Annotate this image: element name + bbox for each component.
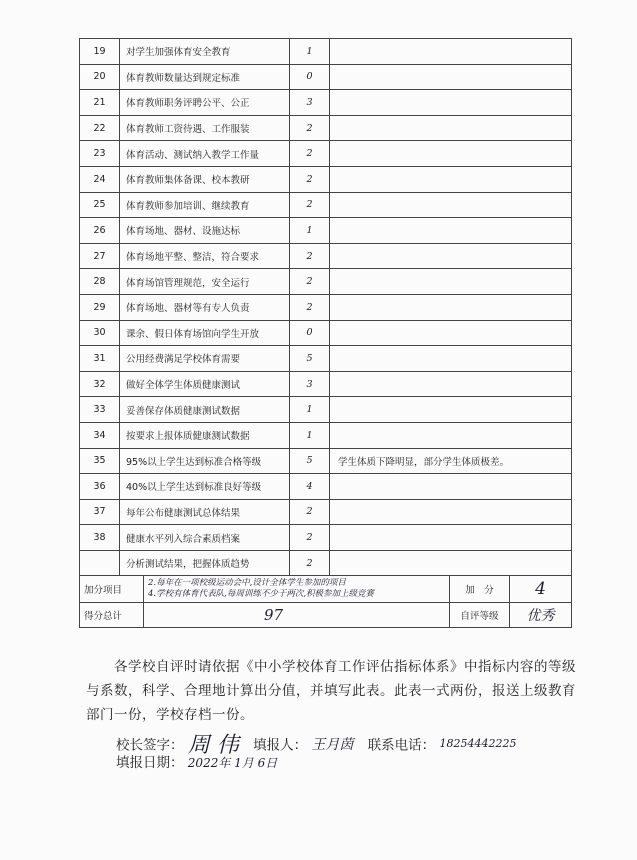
row-score: 1 xyxy=(290,397,330,423)
row-note xyxy=(330,192,572,218)
row-score: 2 xyxy=(290,294,330,320)
row-item: 体育教师数量达到规定标准 xyxy=(120,64,290,90)
phone-label: 联系电话： xyxy=(367,737,436,754)
row-note xyxy=(330,269,572,295)
row-item: 对学生加强体育安全教育 xyxy=(120,39,290,65)
row-item: 公用经费满足学校体育需要 xyxy=(120,346,290,372)
row-item: 体育场地、器材等有专人负责 xyxy=(120,294,290,320)
grade-label: 自评等级 xyxy=(450,603,510,628)
row-item: 体育场地、器材、设施达标 xyxy=(120,218,290,244)
row-item: 体育场地平整、整洁，符合要求 xyxy=(120,243,290,269)
filler-name: 王月茵 xyxy=(311,736,354,753)
row-note xyxy=(330,422,572,448)
row-number: 27 xyxy=(80,243,120,269)
row-score: 2 xyxy=(290,141,330,167)
table-row xyxy=(80,346,572,372)
instructions-text: 各学校自评时请依据《中小学校体育工作评估指标体系》中指标内容的等级与系数，科学、合理地计算出分值，并填写此表。此表一式两份，报送上级教育部门一份，学校存档一份。 xyxy=(86,659,576,723)
table-row xyxy=(80,115,572,141)
row-score: 2 xyxy=(290,115,330,141)
row-score: 2 xyxy=(290,550,330,576)
row-item: 体育教师参加培训、继续教育 xyxy=(120,192,290,218)
row-number: 34 xyxy=(80,422,120,448)
row-note xyxy=(330,39,572,65)
row-score: 2 xyxy=(290,525,330,551)
table-row xyxy=(80,448,572,474)
row-number: 36 xyxy=(80,474,120,500)
row-item: 课余、假日体育场馆向学生开放 xyxy=(120,320,290,346)
row-score: 2 xyxy=(290,499,330,525)
table-row xyxy=(80,192,572,218)
bonus-column-label: 加 分 xyxy=(450,576,510,603)
row-number: 19 xyxy=(80,39,120,65)
principal-label: 校长签字： xyxy=(116,737,184,754)
row-number: 33 xyxy=(80,397,120,423)
summary-table xyxy=(79,575,572,628)
bonus-value: 4 xyxy=(510,576,572,603)
row-number: 31 xyxy=(80,346,120,372)
row-number: 37 xyxy=(80,499,120,525)
row-score: 1 xyxy=(290,218,330,244)
evaluation-rows xyxy=(80,39,572,576)
table-row xyxy=(80,218,572,244)
row-item: 体育场馆管理规范，安全运行 xyxy=(120,269,290,295)
row-note xyxy=(330,550,572,576)
row-number: 28 xyxy=(80,269,120,295)
evaluation-table xyxy=(79,38,572,576)
row-score: 2 xyxy=(290,269,330,295)
row-item: 体育教师职务评聘公平、公正 xyxy=(120,90,290,116)
row-score: 0 xyxy=(290,64,330,90)
table-row xyxy=(80,422,572,448)
table-row xyxy=(80,550,572,576)
row-note xyxy=(330,371,572,397)
row-item: 按要求上报体质健康测试数据 xyxy=(120,422,290,448)
row-number: 24 xyxy=(80,166,120,192)
row-number: 35 xyxy=(80,448,120,474)
row-score: 0 xyxy=(290,320,330,346)
row-number: 20 xyxy=(80,64,120,90)
instructions-paragraph xyxy=(86,655,586,727)
table-row xyxy=(80,64,572,90)
table-row xyxy=(80,90,572,116)
table-row xyxy=(80,294,572,320)
row-score: 2 xyxy=(290,192,330,218)
row-note xyxy=(330,397,572,423)
row-number: 23 xyxy=(80,141,120,167)
row-item: 95%以上学生达到标准合格等级 xyxy=(120,448,290,474)
date-value: 2022年 1月 6日 xyxy=(187,756,278,770)
row-note xyxy=(330,166,572,192)
row-note xyxy=(330,346,572,372)
grade-value: 优秀 xyxy=(510,603,572,628)
phone-value: 18254442225 xyxy=(439,737,517,750)
row-item: 体育教师工资待遇、工作服装 xyxy=(120,115,290,141)
row-score: 3 xyxy=(290,90,330,116)
bonus-item-1: 2.每年在一项校级运动会中,设计全体学生参加的项目 xyxy=(148,578,346,589)
bonus-items xyxy=(144,576,450,603)
total-value: 97 xyxy=(144,603,450,628)
row-number: 38 xyxy=(80,525,120,551)
row-item: 健康水平列入综合素质档案 xyxy=(120,525,290,551)
bonus-row xyxy=(80,576,572,603)
principal-signature: 周 伟 xyxy=(187,733,239,758)
row-number: 21 xyxy=(80,90,120,116)
row-item: 每年公布健康测试总体结果 xyxy=(120,499,290,525)
row-note xyxy=(330,525,572,551)
row-note xyxy=(330,115,572,141)
row-item: 做好全体学生体质健康测试 xyxy=(120,371,290,397)
row-item: 体育教师集体备课、校本教研 xyxy=(120,166,290,192)
table-row xyxy=(80,166,572,192)
total-row xyxy=(80,603,572,628)
row-note xyxy=(330,320,572,346)
table-row xyxy=(80,243,572,269)
row-number: 25 xyxy=(80,192,120,218)
row-score: 5 xyxy=(290,346,330,372)
row-score: 2 xyxy=(290,166,330,192)
row-item: 分析测试结果，把握体质趋势 xyxy=(120,550,290,576)
table-row xyxy=(80,371,572,397)
row-number: 22 xyxy=(80,115,120,141)
row-note: 学生体质下降明显，部分学生体质极差。 xyxy=(330,448,572,474)
row-note xyxy=(330,474,572,500)
filler-label: 填报人： xyxy=(253,737,308,754)
row-score: 3 xyxy=(290,371,330,397)
date-line xyxy=(116,751,277,771)
row-note xyxy=(330,90,572,116)
table-row xyxy=(80,525,572,551)
row-item: 妥善保存体质健康测试数据 xyxy=(120,397,290,423)
row-item: 体育活动、测试纳入教学工作量 xyxy=(120,141,290,167)
row-note xyxy=(330,499,572,525)
table-row xyxy=(80,39,572,65)
table-row xyxy=(80,320,572,346)
row-number: 26 xyxy=(80,218,120,244)
bonus-label: 加分项目 xyxy=(80,576,144,603)
row-note xyxy=(330,141,572,167)
evaluation-sheet xyxy=(79,38,572,628)
row-number: 29 xyxy=(80,294,120,320)
table-row xyxy=(80,141,572,167)
date-label: 填报日期： xyxy=(116,755,184,771)
table-row xyxy=(80,499,572,525)
row-number xyxy=(80,550,120,576)
row-item: 40%以上学生达到标准良好等级 xyxy=(120,474,290,500)
row-note xyxy=(330,64,572,90)
row-number: 32 xyxy=(80,371,120,397)
row-note xyxy=(330,294,572,320)
row-score: 5 xyxy=(290,448,330,474)
row-score: 2 xyxy=(290,243,330,269)
table-row xyxy=(80,397,572,423)
table-row xyxy=(80,269,572,295)
row-score: 1 xyxy=(290,39,330,65)
row-score: 4 xyxy=(290,474,330,500)
row-number: 30 xyxy=(80,320,120,346)
row-note xyxy=(330,243,572,269)
row-score: 1 xyxy=(290,422,330,448)
table-row xyxy=(80,474,572,500)
bonus-item-2: 4.学校有体育代表队,每周训练不少于两次,积极参加上级竞赛 xyxy=(148,589,375,600)
total-label: 得分总计 xyxy=(80,603,144,628)
row-note xyxy=(330,218,572,244)
